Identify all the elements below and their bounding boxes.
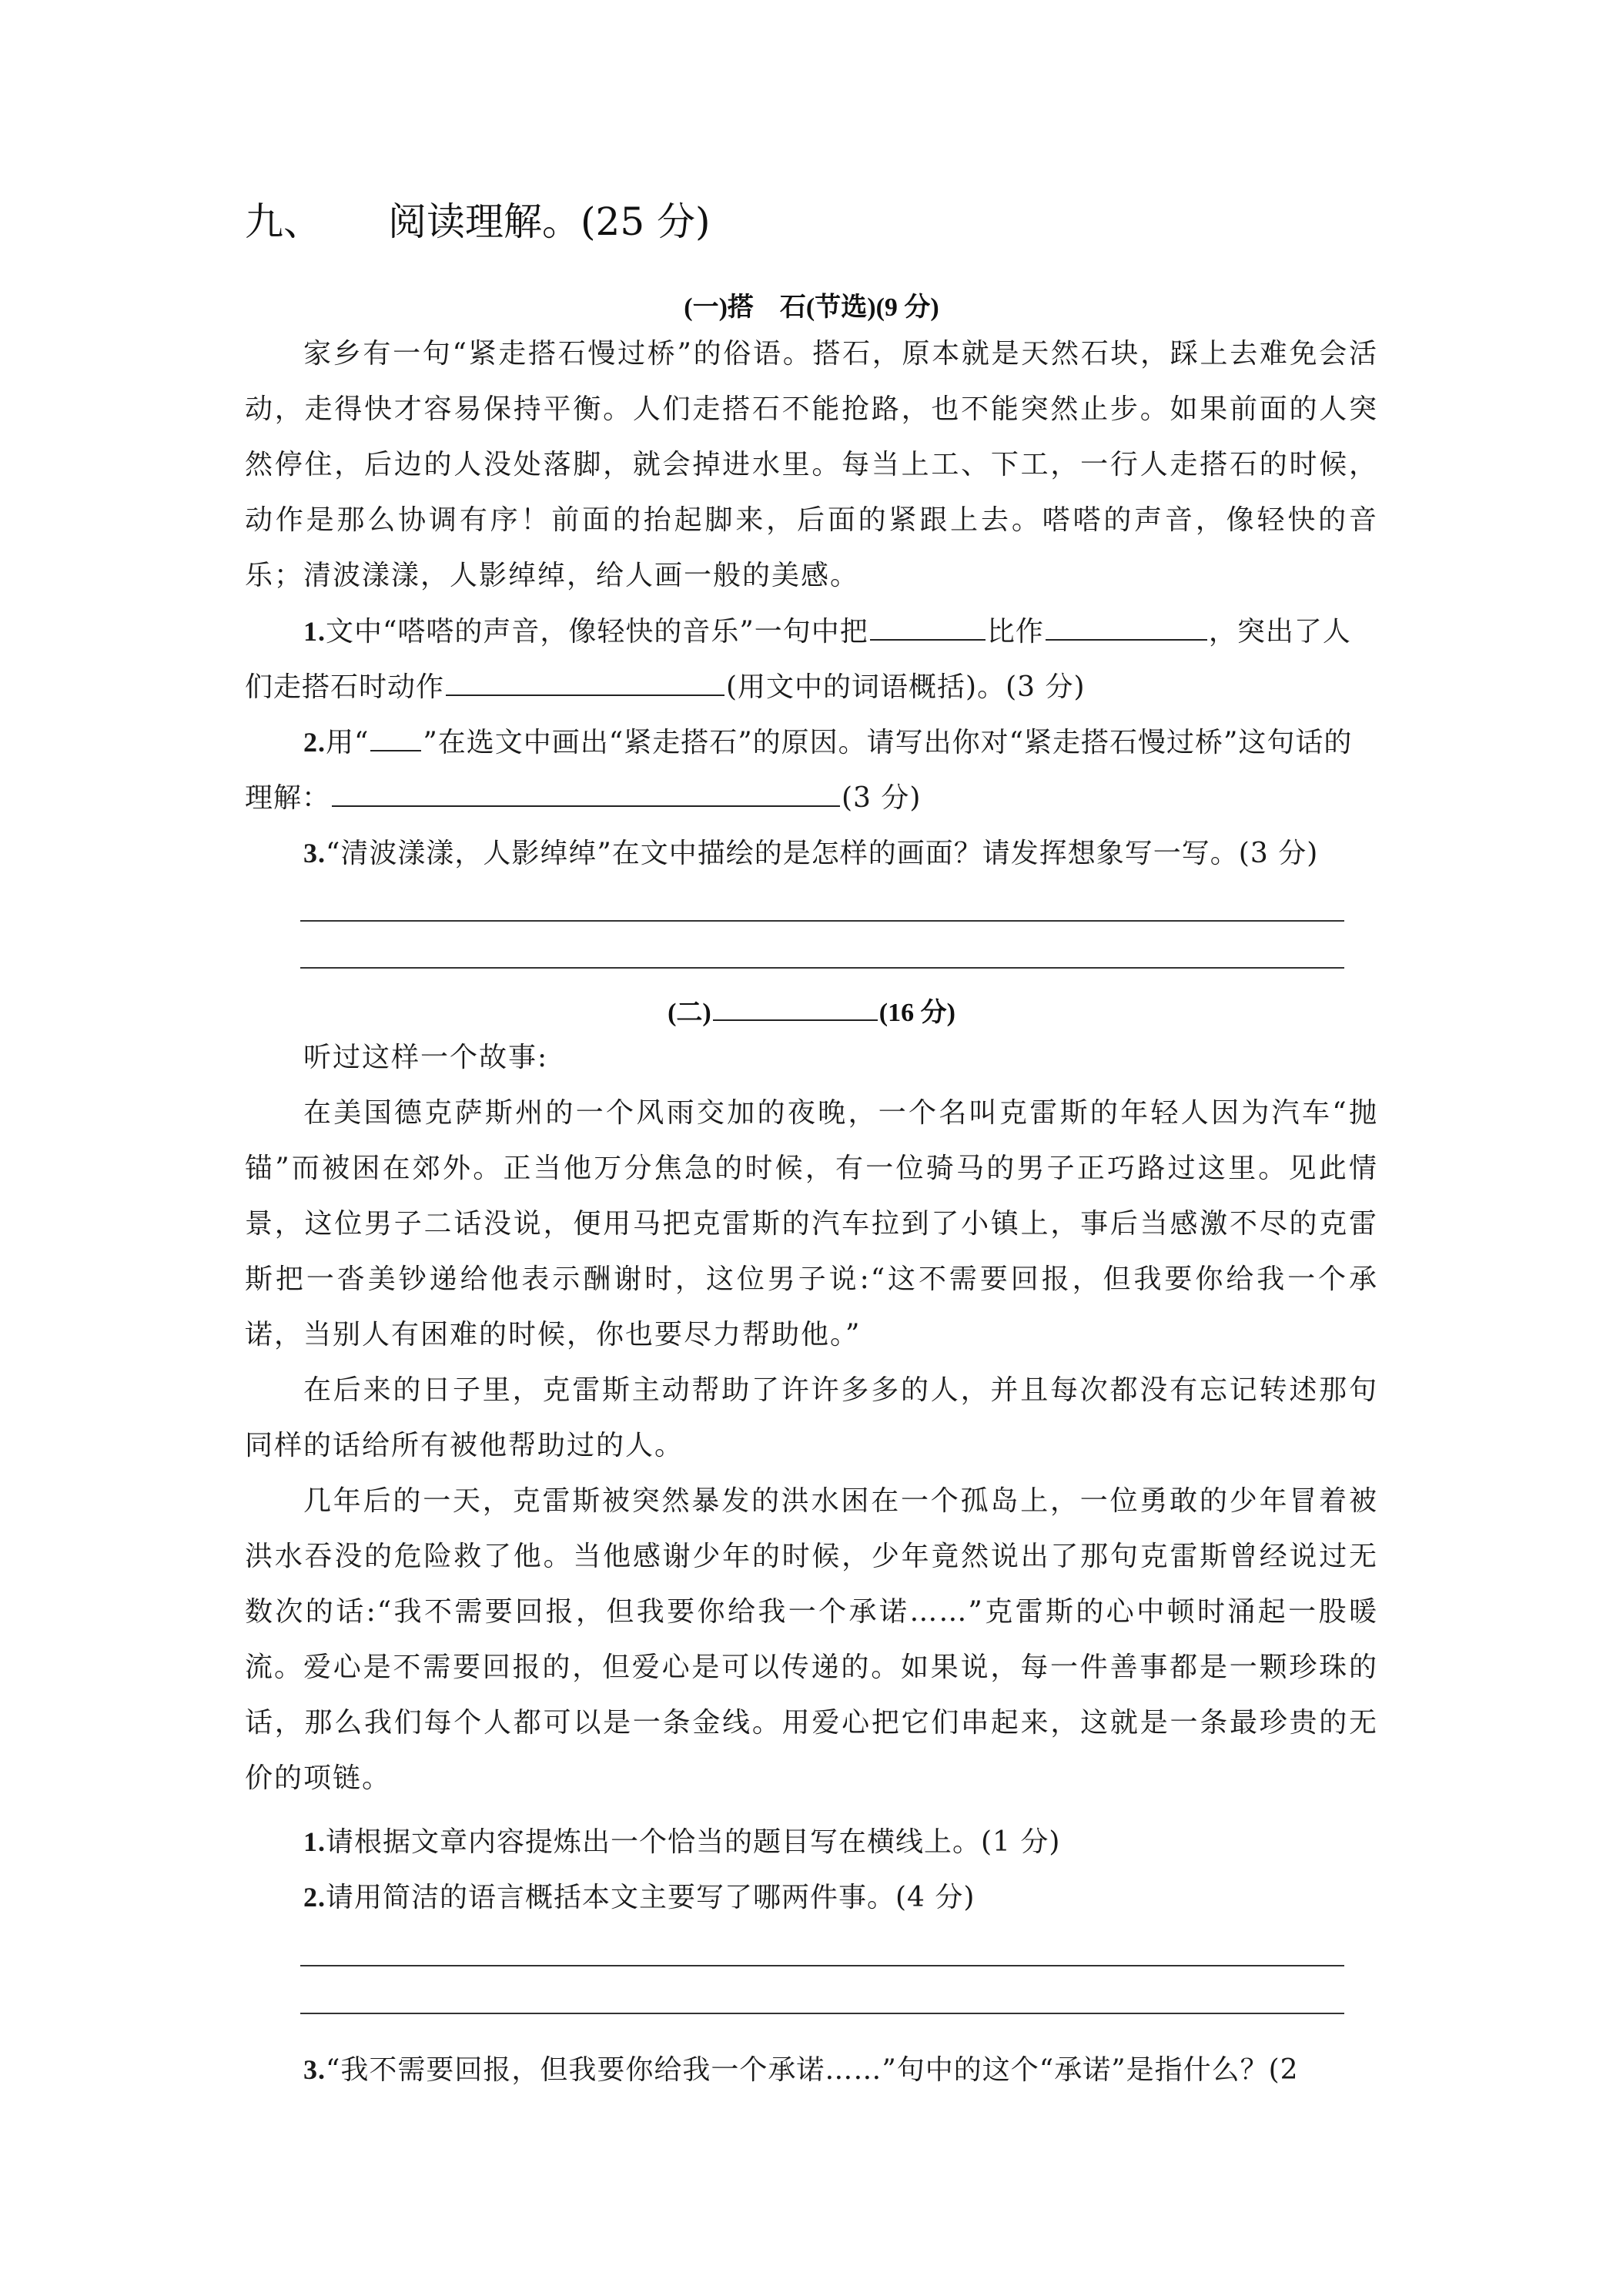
title-blank[interactable] — [713, 996, 878, 1021]
passage2-question-3: 3.“我不需要回报，但我要你给我一个承诺……”句中的这个“承诺”是指什么？(2 — [303, 2054, 1299, 2086]
question-number: 1. — [303, 616, 326, 647]
passage2-question-1: 1.请根据文章内容提炼出一个恰当的题目写在横线上。(1 分) — [303, 1826, 1061, 1858]
underline-sample — [370, 724, 421, 751]
answer-line[interactable] — [300, 967, 1344, 969]
answer-line[interactable] — [300, 1965, 1344, 1966]
passage2-paragraph: 在后来的日子里，克雷斯主动帮助了许许多多的人，并且每次都没有忘记转述那句同样的话给所有被他帮助过的人。 — [245, 1374, 1378, 1461]
passage2-title: (二) (16 分) — [245, 996, 1378, 1030]
answer-blank[interactable] — [870, 613, 986, 641]
question-number: 1. — [303, 1826, 326, 1857]
passage1-title: (一)搭 石(节选)(9 分) — [684, 293, 939, 322]
section-heading — [245, 199, 711, 245]
question-number: 3. — [303, 838, 326, 869]
answer-blank[interactable] — [1046, 613, 1207, 641]
passage2-paragraph: 几年后的一天，克雷斯被突然暴发的洪水困在一个孤岛上，一位勇敢的少年冒着被洪水吞没的危险救了他。当他感谢少年的时候，少年竟然说出了那句克雷斯曾经说过无数次的话:“我不需要回报，但我要你给我一个承诺……”克雷斯的心中顿时涌起一股暖流。 — [245, 1485, 1378, 1683]
passage1-question-1: 1.文中“嗒嗒的声音，像轻快的音乐”一句中把 比作 ，突出了人们走搭石时动作 (用文中的词语概括)。(3 分) — [245, 604, 1378, 715]
question-number: 2. — [303, 727, 326, 758]
passage2-question-2: 2.请用简洁的语言概括本文主要写了哪两件事。(4 分) — [303, 1882, 975, 1913]
passage2-paragraph: 听过这样一个故事: — [303, 1042, 549, 1073]
answer-blank[interactable] — [446, 668, 724, 696]
passage1-question-2: 2.用“ ”在选文中画出“紧走搭石”的原因。请写出你对“紧走搭石慢过桥”这句话的理解： (3 分) — [245, 715, 1378, 826]
section-title: 阅读理解。(25 分) — [388, 199, 711, 244]
answer-blank[interactable] — [332, 779, 840, 807]
passage1-question-3: 3.“清波漾漾，人影绰绰”在文中描绘的是怎样的画面？请发挥想象写一写。(3 分) — [303, 838, 1319, 869]
passage2-paragraph: 在美国德克萨斯州的一个风雨交加的夜晚，一个名叫克雷斯的年轻人因为汽车“抛锚”而被困在郊外。正当他万分焦急的时候，有一位骑马的男子正巧路过这里。见此情景，这位男子二话没说，便用马把克雷斯的汽车拉到了小镇上，事后当感激不尽的克雷斯把一沓美钞递给他表示酬谢时，这位男子说:“这不需要回报，但我要你给我一个承诺，当别人有困难的时候，你也要尽力帮助他。” — [245, 1097, 1378, 1350]
answer-line[interactable] — [300, 2013, 1344, 2014]
section-number: 九、 — [245, 199, 322, 244]
answer-line[interactable] — [300, 920, 1344, 922]
passage1-paragraph: 家乡有一句“紧走搭石慢过桥”的俗语。搭石，原本就是天然石块，踩上去难免会活动，走得快才容易保持平衡。人们走搭石不能抢路，也不能突然止步。如果前面的人突然停住，后边的人没处落脚，就会掉进水里。每当上工、下工，一行人走搭石的时候，动作是那么协调有序！前面的抬起脚来，后面的紧跟上去。嗒嗒的声音，像轻快的音乐；清波漾漾，人影绰绰，给人画一般的美感。 — [245, 338, 1378, 591]
question-number: 3. — [303, 2054, 326, 2085]
question-number: 2. — [303, 1882, 326, 1913]
passage2-paragraph: 爱心是不需要回报的，但爱心是可以传递的。如果说，每一件善事都是一颗珍珠的话，那么我们每个人都可以是一条金线。用爱心把它们串起来，这就是一条最珍贵的无价的项链。 — [245, 1652, 1378, 1794]
